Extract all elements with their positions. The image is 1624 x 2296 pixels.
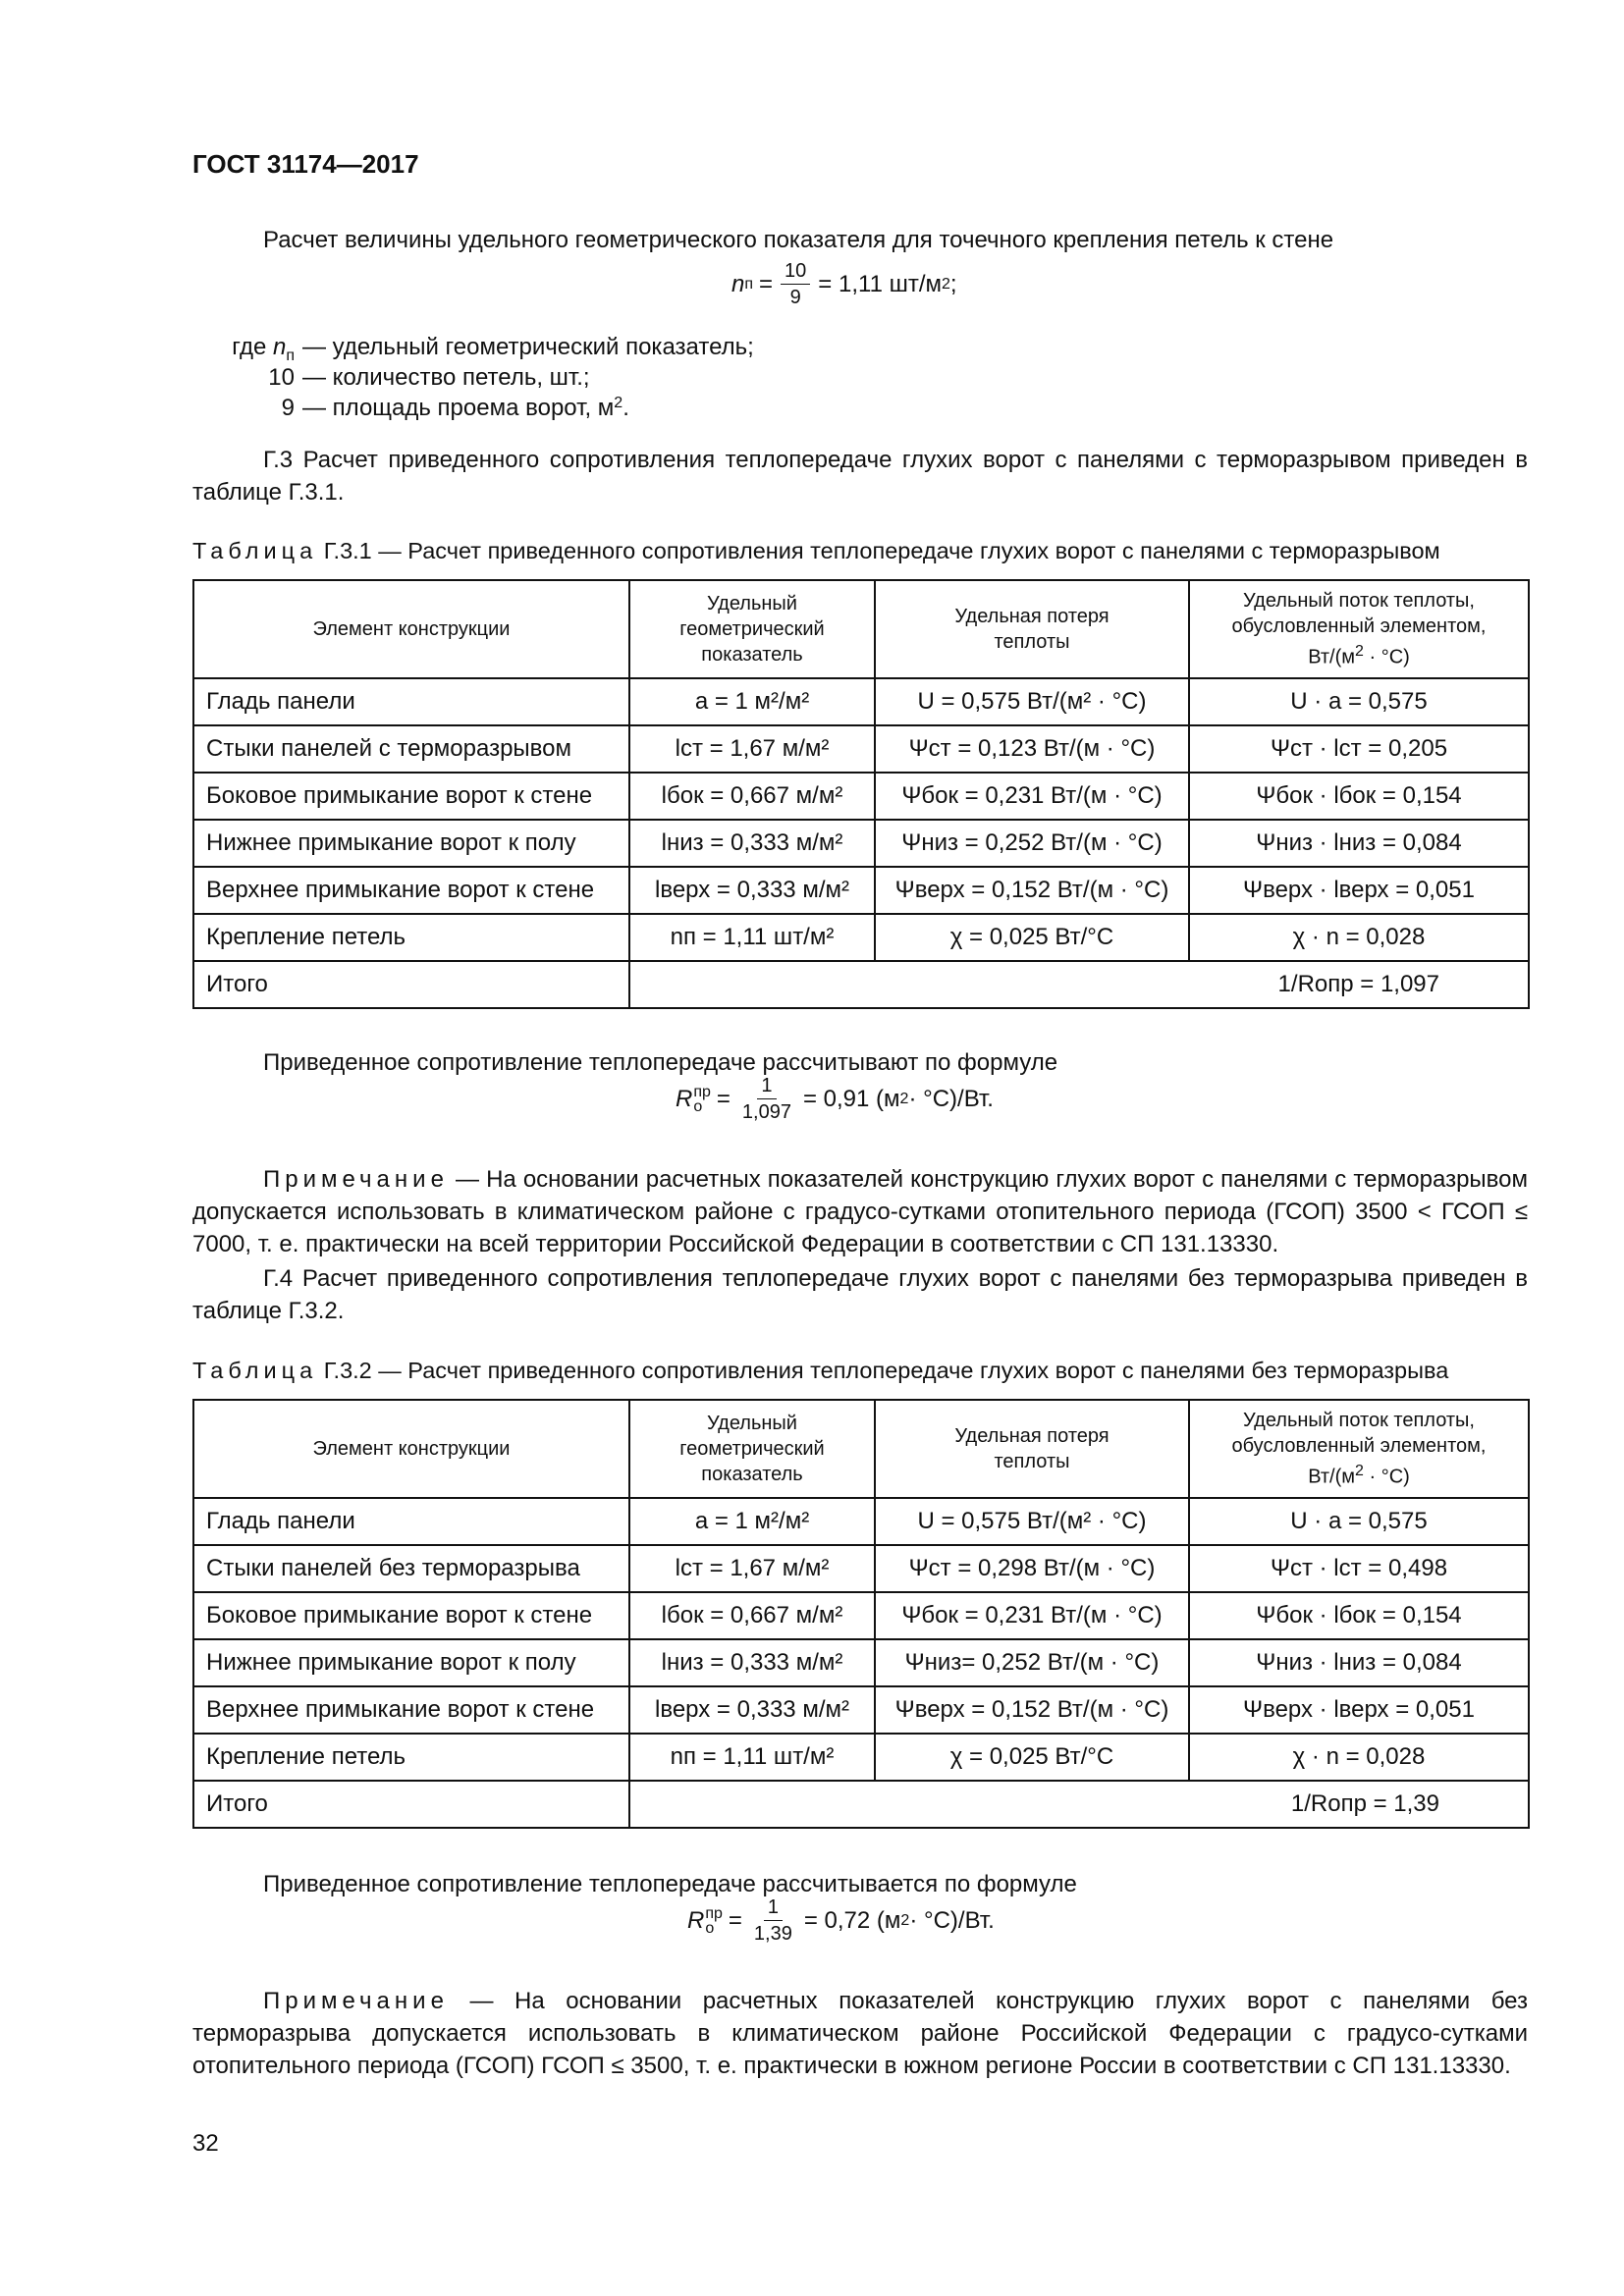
table-cell-loss: χ = 0,025 Вт/°С bbox=[875, 914, 1189, 961]
table-cell-geo: a = 1 м²/м² bbox=[629, 1498, 875, 1545]
formula-np-result-tail: ; bbox=[949, 270, 957, 297]
formula-r2: R пр о = $\frac{1}{1,39}$ = 0,72 (м 2 · °С)/Вт. bbox=[687, 1896, 995, 1945]
table1-total-row bbox=[193, 961, 1529, 1008]
table-cell-loss: χ = 0,025 Вт/°С bbox=[875, 1734, 1189, 1781]
table2-total-row bbox=[193, 1781, 1529, 1828]
table2 bbox=[192, 1399, 1530, 1829]
table-row bbox=[193, 1686, 1529, 1734]
table-cell-element: Стыки панелей с терморазрывом bbox=[193, 725, 629, 773]
table-cell-loss: Ψбок = 0,231 Вт/(м · °С) bbox=[875, 773, 1189, 820]
table-cell-loss: Ψст = 0,298 Вт/(м · °С) bbox=[875, 1545, 1189, 1592]
formula-r1-lhs-sup: пр bbox=[693, 1083, 711, 1100]
legend-item bbox=[192, 334, 754, 364]
formula-np-fraction bbox=[781, 260, 810, 308]
table1-header-geo: Удельный геометрический показатель bbox=[629, 580, 875, 678]
note2 bbox=[192, 1985, 1528, 2082]
table-cell-flow: χ · n = 0,028 bbox=[1189, 1734, 1529, 1781]
table-cell-geo: lст = 1,67 м/м² bbox=[629, 725, 875, 773]
formula-r1-result-tail: · °С)/Вт. bbox=[908, 1085, 994, 1112]
formula-np-denominator: 9 bbox=[789, 287, 801, 308]
table-cell-geo: a = 1 м²/м² bbox=[629, 678, 875, 725]
table-cell-element: Боковое примыкание ворот к стене bbox=[193, 773, 629, 820]
table-cell-geo: nп = 1,11 шт/м² bbox=[629, 1734, 875, 1781]
table-cell-geo: lниз = 0,333 м/м² bbox=[629, 820, 875, 867]
table-cell-total-value: 1/Rопр = 1,097 bbox=[629, 961, 1529, 1008]
formula1-intro: Приведенное сопротивление теплопередаче рассчитывают по формуле bbox=[263, 1049, 1058, 1076]
table-cell-geo: lверх = 0,333 м/м² bbox=[629, 1686, 875, 1734]
legend-tail: . bbox=[623, 395, 629, 421]
table-cell-flow: U · a = 0,575 bbox=[1189, 1498, 1529, 1545]
table-row bbox=[193, 773, 1529, 820]
table2-caption bbox=[192, 1358, 1528, 1384]
table2-header-loss: Удельная потеря теплоты bbox=[875, 1400, 1189, 1498]
table1-caption bbox=[192, 538, 1528, 564]
formula-r2-lhs-sub: о bbox=[705, 1919, 715, 1937]
legend-sup: 2 bbox=[614, 395, 623, 411]
table1-header-flow: Удельный поток теплоты, обусловленный элементом, $Вт/(м^2 \cdot ^\circ С)$ bbox=[1189, 580, 1529, 678]
note1 bbox=[192, 1163, 1528, 1260]
table2-header-geo: Удельный геометрический показатель bbox=[629, 1400, 875, 1498]
table-row bbox=[193, 725, 1529, 773]
table-row bbox=[193, 678, 1529, 725]
formula2-intro: Приведенное сопротивление теплопередаче рассчитывается по формуле bbox=[263, 1871, 1077, 1897]
formula-np-result-sup: 2 bbox=[942, 275, 950, 293]
formula-r2-numerator: 1 bbox=[764, 1896, 783, 1921]
table-cell-flow: Ψверх · lверх = 0,051 bbox=[1189, 867, 1529, 914]
legend-key: 9 bbox=[281, 395, 295, 421]
table-cell-flow: U · a = 0,575 bbox=[1189, 678, 1529, 725]
table1-caption-text: Г.3.1 — Расчет приведенного сопротивления теплопередаче глухих ворот с панелями с терморазрывом bbox=[323, 538, 1440, 563]
formula-r2-result: = 0,72 (м bbox=[803, 1906, 901, 1934]
table-cell-flow: Ψверх · lверх = 0,051 bbox=[1189, 1686, 1529, 1734]
table-cell-total-value: 1/Rопр = 1,39 bbox=[629, 1781, 1529, 1828]
table1-caption-label: Таблица bbox=[192, 538, 318, 563]
table-cell-flow: χ · n = 0,028 bbox=[1189, 914, 1529, 961]
table1-header-row bbox=[193, 580, 1529, 678]
table-cell-loss: Ψверх = 0,152 Вт/(м · °С) bbox=[875, 1686, 1189, 1734]
legend-dash: — bbox=[302, 334, 326, 360]
table-cell-flow: Ψбок · lбок = 0,154 bbox=[1189, 1592, 1529, 1639]
table-row bbox=[193, 914, 1529, 961]
table-cell-flow: Ψниз · lниз = 0,084 bbox=[1189, 1639, 1529, 1686]
table-cell-loss: Ψниз = 0,252 Вт/(м · °С) bbox=[875, 820, 1189, 867]
document-header: ГОСТ 31174—2017 bbox=[192, 149, 419, 179]
legend-text: количество петель, шт.; bbox=[332, 364, 590, 391]
table-cell-element: Гладь панели bbox=[193, 1498, 629, 1545]
formula-r2-result-tail: · °С)/Вт. bbox=[909, 1906, 995, 1934]
formula-np-lhs-sub: п bbox=[744, 275, 754, 293]
formula-r2-fraction bbox=[750, 1896, 796, 1945]
legend-dash: — bbox=[302, 364, 326, 391]
table-cell-geo: lверх = 0,333 м/м² bbox=[629, 867, 875, 914]
table-cell-flow: Ψбок · lбок = 0,154 bbox=[1189, 773, 1529, 820]
table-cell-geo: lниз = 0,333 м/м² bbox=[629, 1639, 875, 1686]
section-g4-text: Г.4 Расчет приведенного сопротивления теплопередаче глухих ворот с панелями без терморазрыва приведен в таблице Г.3.2. bbox=[192, 1265, 1528, 1324]
table1-header-loss: Удельная потеря теплоты bbox=[875, 580, 1189, 678]
table-row bbox=[193, 1639, 1529, 1686]
formula-r1-result-sup: 2 bbox=[899, 1090, 909, 1107]
formula-np-result: = 1,11 шт/м bbox=[818, 270, 942, 297]
legend-key: 10 bbox=[268, 364, 295, 391]
formula-r2-lhs-sup: пр bbox=[705, 1904, 723, 1922]
table-cell-total-label: Итого bbox=[193, 1781, 629, 1828]
formula-np: n п = $\frac{10}{9}$ = 1,11 шт/м 2 ; bbox=[731, 260, 957, 308]
table-cell-element: Верхнее примыкание ворот к стене bbox=[193, 867, 629, 914]
formula-r1-numerator: 1 bbox=[757, 1075, 776, 1099]
table-cell-flow: Ψст · lст = 0,205 bbox=[1189, 725, 1529, 773]
formula-r1-fraction bbox=[738, 1075, 795, 1123]
table-cell-loss: Ψверх = 0,152 Вт/(м · °С) bbox=[875, 867, 1189, 914]
table-cell-total-label: Итого bbox=[193, 961, 629, 1008]
table-row bbox=[193, 1498, 1529, 1545]
table-cell-geo: nп = 1,11 шт/м² bbox=[629, 914, 875, 961]
table-cell-loss: Ψст = 0,123 Вт/(м · °С) bbox=[875, 725, 1189, 773]
note2-text: — На основании расчетных показателей конструкцию глухих ворот с панелями без терморазрыва допускается использовать в климатическом районе Российской Федерации с градусо-сутками отопительного периода (ГСОП) ГСОП ≤ 3500, т. е. практически в южном регионе России в соответствии с СП 131.13330. bbox=[192, 1988, 1528, 2079]
formula-r1-result: = 0,91 (м bbox=[802, 1085, 900, 1112]
table-cell-element: Крепление петель bbox=[193, 914, 629, 961]
formula-r2-result-sup: 2 bbox=[900, 1911, 910, 1929]
table2-header-element: Элемент конструкции bbox=[193, 1400, 629, 1498]
note1-label: Примечание bbox=[263, 1166, 449, 1193]
table2-caption-text: Г.3.2 — Расчет приведенного сопротивления теплопередаче глухих ворот с панелями без терморазрыва bbox=[323, 1358, 1449, 1383]
table-cell-geo: lбок = 0,667 м/м² bbox=[629, 1592, 875, 1639]
table-row bbox=[193, 1545, 1529, 1592]
table-cell-element: Боковое примыкание ворот к стене bbox=[193, 1592, 629, 1639]
table-row bbox=[193, 867, 1529, 914]
table-cell-flow: Ψниз · lниз = 0,084 bbox=[1189, 820, 1529, 867]
table-cell-flow: Ψст · lст = 0,498 bbox=[1189, 1545, 1529, 1592]
table-cell-element: Стыки панелей без терморазрыва bbox=[193, 1545, 629, 1592]
table-cell-element: Крепление петель bbox=[193, 1734, 629, 1781]
formula-r1-lhs: R bbox=[676, 1085, 693, 1112]
formula-r1-denominator: 1,097 bbox=[741, 1101, 791, 1123]
table-row bbox=[193, 1734, 1529, 1781]
table-cell-loss: Ψбок = 0,231 Вт/(м · °С) bbox=[875, 1592, 1189, 1639]
table-cell-geo: lст = 1,67 м/м² bbox=[629, 1545, 875, 1592]
formula-r1: R пр о = $\frac{1}{1,097}$ = 0,91 (м 2 · °С)/Вт. bbox=[676, 1075, 994, 1123]
legend-item bbox=[192, 364, 754, 395]
table2-header-row bbox=[193, 1400, 1529, 1498]
table-cell-geo: lбок = 0,667 м/м² bbox=[629, 773, 875, 820]
note2-label: Примечание bbox=[263, 1988, 449, 2014]
legend-key-sub: п bbox=[286, 347, 295, 364]
legend-key-where: где $n_п$ bbox=[232, 334, 295, 364]
table-cell-loss: U = 0,575 Вт/(м² · °С) bbox=[875, 1498, 1189, 1545]
table2-header-flow: Удельный поток теплоты, обусловленный элементом, $Вт/(м^2 \cdot ^\circ С)$ bbox=[1189, 1400, 1529, 1498]
formula-r2-lhs: R bbox=[687, 1906, 705, 1934]
table1 bbox=[192, 579, 1530, 1009]
table-cell-element: Нижнее примыкание ворот к полу bbox=[193, 820, 629, 867]
formula-r2-denominator: 1,39 bbox=[753, 1923, 792, 1945]
formula-np-numerator: 10 bbox=[781, 260, 810, 285]
formula-np-lhs: n bbox=[731, 270, 745, 297]
formula-r1-lhs-sub: о bbox=[693, 1097, 703, 1115]
legend-text: удельный геометрический показатель; bbox=[332, 334, 754, 360]
formula-legend bbox=[192, 334, 754, 425]
table-cell-loss: U = 0,575 Вт/(м² · °С) bbox=[875, 678, 1189, 725]
table-row bbox=[193, 820, 1529, 867]
table-row bbox=[193, 1592, 1529, 1639]
section-g3-text: Г.3 Расчет приведенного сопротивления теплопередаче глухих ворот с панелями с терморазрывом приведен в таблице Г.3.1. bbox=[192, 447, 1528, 506]
table1-header-element: Элемент конструкции bbox=[193, 580, 629, 678]
note1-text: — На основании расчетных показателей конструкцию глухих ворот с панелями с терморазрывом допускается использовать в климатическом районе с градусо-сутками отопительного периода (ГСОП) 3500 < ГСОП ≤ 7000, т. е. практически на всей территории Российской Федерации в соответствии с СП 131.13330. bbox=[192, 1166, 1528, 1257]
table2-caption-label: Таблица bbox=[192, 1358, 318, 1383]
table-cell-element: Нижнее примыкание ворот к полу bbox=[193, 1639, 629, 1686]
legend-text: площадь проема ворот, м bbox=[332, 395, 615, 421]
page-number: 32 bbox=[192, 2130, 219, 2157]
legend-dash: — bbox=[302, 395, 326, 421]
table-cell-element: Верхнее примыкание ворот к стене bbox=[193, 1686, 629, 1734]
intro-text: Расчет величины удельного геометрического показателя для точечного крепления петель к стене bbox=[263, 227, 1334, 253]
table-cell-element: Гладь панели bbox=[193, 678, 629, 725]
legend-item bbox=[192, 395, 754, 425]
table-cell-loss: Ψниз= 0,252 Вт/(м · °С) bbox=[875, 1639, 1189, 1686]
